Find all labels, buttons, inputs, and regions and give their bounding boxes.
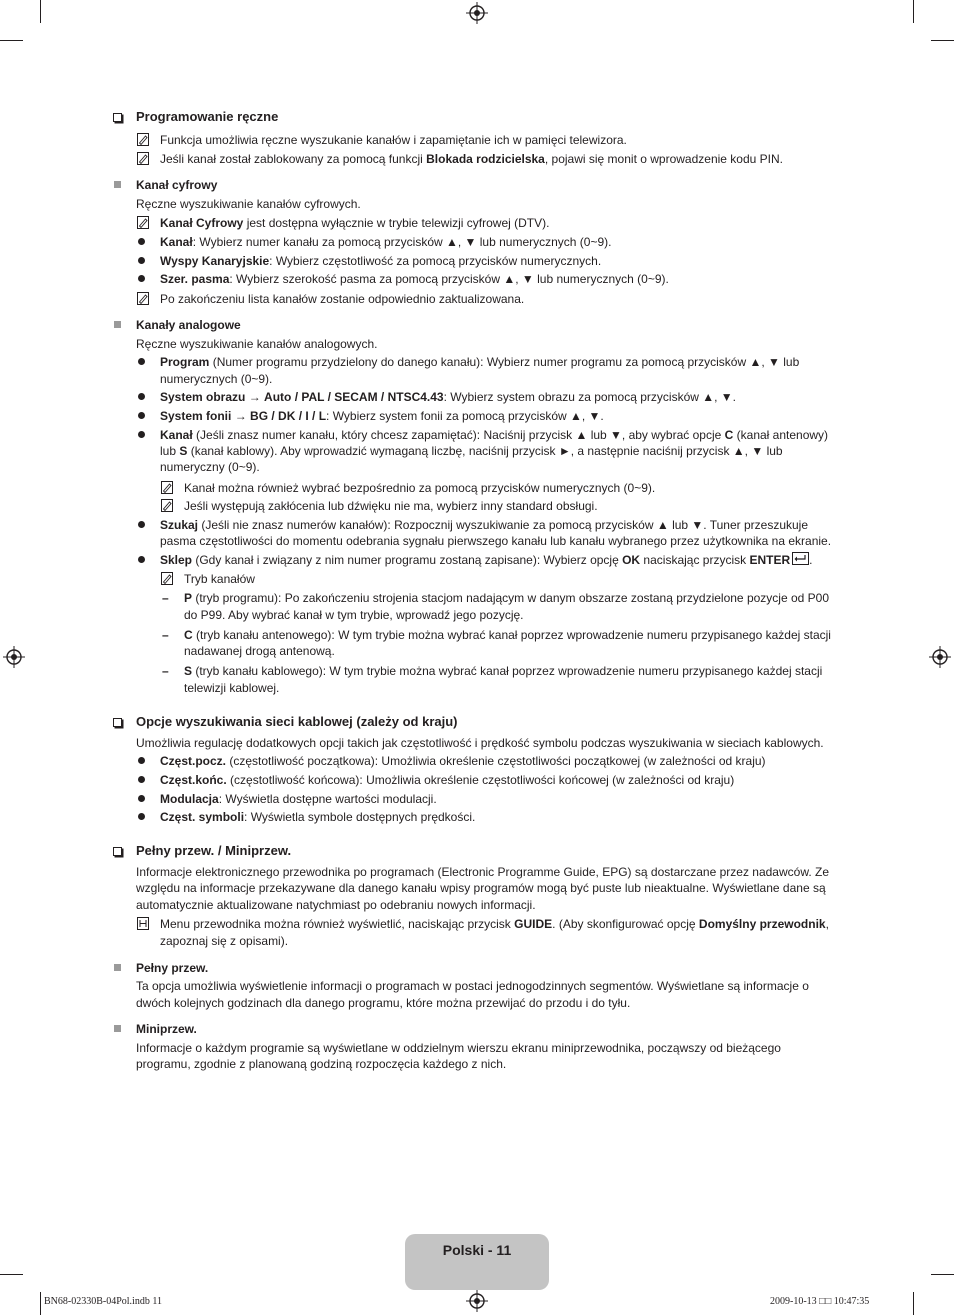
note-text: Kanał można również wybrać bezpośrednio za pomocą przycisków numerycznych (0~9).: [184, 481, 656, 495]
section-heading: Pełny przew. / Miniprzew.: [136, 843, 292, 858]
list-item: P (tryb programu): Po zakończeniu strojenia stacjom nadającym w danym obszarze zostaną przydzielone pozycje od P00: [184, 591, 829, 605]
paragraph: Informacje elektronicznego przewodnika po programach (Electronic Programme Guide, EPG) są dostarczane przez nadawców. Ze: [136, 865, 829, 879]
paragraph: Umożliwia regulację dodatkowych opcji takich jak częstotliwość i prędkość symbolu podczas wyszukiwania w sieciach kablowych.: [136, 736, 824, 750]
note-text: Tryb kanałów: [184, 572, 255, 586]
print-file-label: BN68-02330B-04Pol.indb 11: [44, 1296, 162, 1307]
note-text-continuation: zapoznaj się z opisami).: [160, 934, 289, 948]
page-number: Polski - 11: [442, 1242, 512, 1258]
note-text: Menu przewodnika można również wyświetlić, naciskając przycisk GUIDE. (Aby skonfigurować opcję Domyślny przewodnik,: [160, 917, 829, 931]
registration-mark-icon: [466, 2, 488, 24]
list-item: Sklep (Gdy kanał i związany z nim numer programu zostaną zapisane): Wybierz opcję OK naciskając przycisk ENTER .: [160, 553, 813, 567]
subsection-marker-icon: [114, 1025, 121, 1032]
note-text: Jeśli występują zakłócenia lub dźwięku nie ma, wybierz inny standard obsługi.: [184, 499, 598, 513]
bullet-icon: [138, 257, 145, 264]
paragraph: automatycznie aktualizowane natychmiast po odebraniu nowych informacji.: [136, 898, 536, 912]
section-heading: Opcje wyszukiwania sieci kablowej (zależy od kraju): [136, 714, 458, 729]
crop-mark: [0, 1274, 23, 1275]
bullet-icon: [138, 757, 145, 764]
crop-mark: [40, 0, 41, 23]
dash-marker: –: [162, 628, 169, 642]
note-icon: [137, 216, 149, 229]
section-heading: Programowanie ręczne: [136, 109, 279, 124]
list-item: Program (Numer programu przydzielony do danego kanału): Wybierz numer programu za pomocą przycisków ▲, ▼ lub: [160, 355, 800, 369]
list-item: Wyspy Kanaryjskie: Wybierz częstotliwość za pomocą przycisków numerycznych.: [160, 254, 602, 268]
subsection-heading: Kanał cyfrowy: [136, 178, 218, 192]
list-item: Kanał (Jeśli znasz numer kanału, który chcesz zapamiętać): Naciśnij przycisk ▲ lub ▼, aby wybrać opcje C (kanał antenowy): [160, 428, 829, 442]
paragraph: programu, zgodnie z planowaną godziną rozpoczęcia każdego z nich.: [136, 1057, 507, 1071]
bullet-icon: [138, 795, 145, 802]
registration-mark-icon: [3, 646, 25, 668]
list-item: Częst.pocz. (częstotliwość początkowa): Umożliwia określenie częstotliwości początkowej (w zależności od kraju): [160, 754, 766, 768]
note-text: Funkcja umożliwia ręczne wyszukanie kanałów i zapamiętanie ich w pamięci telewizora.: [160, 133, 627, 147]
list-item: Modulacja: Wyświetla dostępne wartości modulacji.: [160, 792, 437, 806]
list-item-continuation: do P99. Aby wybrać kanał w tym trybie, wprowadź jego pozycję.: [184, 608, 524, 622]
note-text: Po zakończeniu lista kanałów zostanie odpowiednio zaktualizowana.: [160, 292, 525, 306]
list-item-continuation: nadawanej drogą antenową.: [184, 644, 335, 658]
note-icon: [137, 152, 149, 165]
bullet-icon: [138, 275, 145, 282]
note-text: Jeśli kanał został zablokowany za pomocą funkcji Blokada rodzicielska, pojawi się monit o wprowadzenie kodu PIN.: [160, 152, 783, 166]
subsection-heading: Pełny przew.: [136, 961, 209, 975]
dash-marker: –: [162, 591, 169, 605]
list-item: System fonii → BG / DK / I / L: Wybierz system fonii za pomocą przycisków ▲, ▼.: [160, 409, 604, 423]
bullet-icon: [138, 556, 145, 563]
list-item: System obrazu → Auto / PAL / SECAM / NTSC4.43: Wybierz system obrazu za pomocą przycisków ▲, ▼.: [160, 390, 737, 404]
paragraph: Ta opcja umożliwia wyświetlenie informacji o programach w postaci jednogodzinnych segmentów. Wyświetlane są informacje o: [136, 979, 809, 993]
subsection-marker-icon: [114, 181, 121, 188]
list-item: C (tryb kanału antenowego): W tym trybie można wybrać kanał poprzez wprowadzenie numeru przypisanego każdej stacji: [184, 628, 831, 642]
paragraph: Ręczne wyszukiwanie kanałów cyfrowych.: [136, 197, 361, 211]
list-item-continuation: numeryczny (0~9).: [160, 460, 260, 474]
bullet-icon: [138, 412, 145, 419]
subsection-marker-icon: [114, 964, 121, 971]
crop-mark: [40, 1292, 41, 1315]
crop-mark: [913, 1292, 914, 1315]
note-text: Kanał Cyfrowy jest dostępna wyłącznie w trybie telewizji cyfrowej (DTV).: [160, 216, 550, 230]
note-icon: [137, 292, 149, 305]
print-timestamp: 2009-10-13 □□ 10:47:35: [770, 1296, 870, 1307]
bullet-icon: [138, 393, 145, 400]
list-item: S (tryb kanału kablowego): W tym trybie można wybrać kanał poprzez wprowadzenie numeru przypisanego każdej stacji: [184, 664, 823, 678]
section-checkbox-icon: [113, 113, 122, 122]
registration-mark-icon: [929, 646, 951, 668]
list-item-continuation: numerycznych (0~9).: [160, 372, 273, 386]
note-icon: [161, 572, 173, 585]
bullet-icon: [138, 358, 145, 365]
note-icon: [161, 499, 173, 512]
section-checkbox-icon: [113, 718, 122, 727]
paragraph: Ręczne wyszukiwanie kanałów analogowych.: [136, 337, 378, 351]
list-item: Szukaj (Jeśli nie znasz numerów kanałów): Rozpocznij wyszukiwanie za pomocą przycisków ▲ lub ▼. Tuner przeszukuje: [160, 518, 809, 532]
crop-mark: [931, 40, 954, 41]
bullet-icon: [138, 238, 145, 245]
paragraph: względu na informacje przekazywane dla danego kanału wpisy programów mogą być puste lub nieaktualne. Wyświetlane dane są: [136, 881, 826, 895]
bullet-icon: [138, 431, 145, 438]
section-checkbox-icon: [113, 847, 122, 856]
subsection-heading: Kanały analogowe: [136, 318, 241, 332]
list-item-continuation: telewizji kablowej.: [184, 681, 280, 695]
bullet-icon: [138, 776, 145, 783]
bullet-icon: [138, 813, 145, 820]
note-icon: [161, 481, 173, 494]
crop-mark: [931, 1274, 954, 1275]
paragraph: dwóch kolejnych godzinach dla danego programu, które można przewijać do przodu i do tyłu.: [136, 996, 631, 1010]
enter-key-icon: [792, 552, 809, 565]
bullet-icon: [138, 521, 145, 528]
tip-icon: [137, 917, 149, 930]
paragraph: Informacje o każdym programie są wyświetlane w oddzielnym wierszu ekranu miniprzewodnika, począwszy od bieżącego: [136, 1041, 781, 1055]
subsection-heading: Miniprzew.: [136, 1022, 197, 1036]
list-item: Szer. pasma: Wybierz szerokość pasma za pomocą przycisków ▲, ▼ lub numerycznych (0~9).: [160, 272, 669, 286]
list-item-continuation: lub S (kanał kablowy). Aby wprowadzić wymaganą liczbę, naciśnij przycisk ►, a następnie naciśnij przycisk ▲, ▼ lub: [160, 444, 783, 458]
list-item: Częst. symboli: Wyświetla symbole dostępnych prędkości.: [160, 810, 476, 824]
note-icon: [137, 133, 149, 146]
crop-mark: [913, 0, 914, 23]
list-item: Kanał: Wybierz numer kanału za pomocą przycisków ▲, ▼ lub numerycznych (0~9).: [160, 235, 612, 249]
crop-mark: [0, 40, 23, 41]
list-item: Częst.końc. (częstotliwość końcowa): Umożliwia określenie częstotliwości końcowej (w zależności od kraju): [160, 773, 735, 787]
list-item-continuation: pasma częstotliwości do momentu odebrania sygnału pierwszego kanału lub kanału wybranego przez użytkownika na ekranie.: [160, 534, 832, 548]
subsection-marker-icon: [114, 321, 121, 328]
dash-marker: –: [162, 664, 169, 678]
registration-mark-icon: [466, 1290, 488, 1312]
